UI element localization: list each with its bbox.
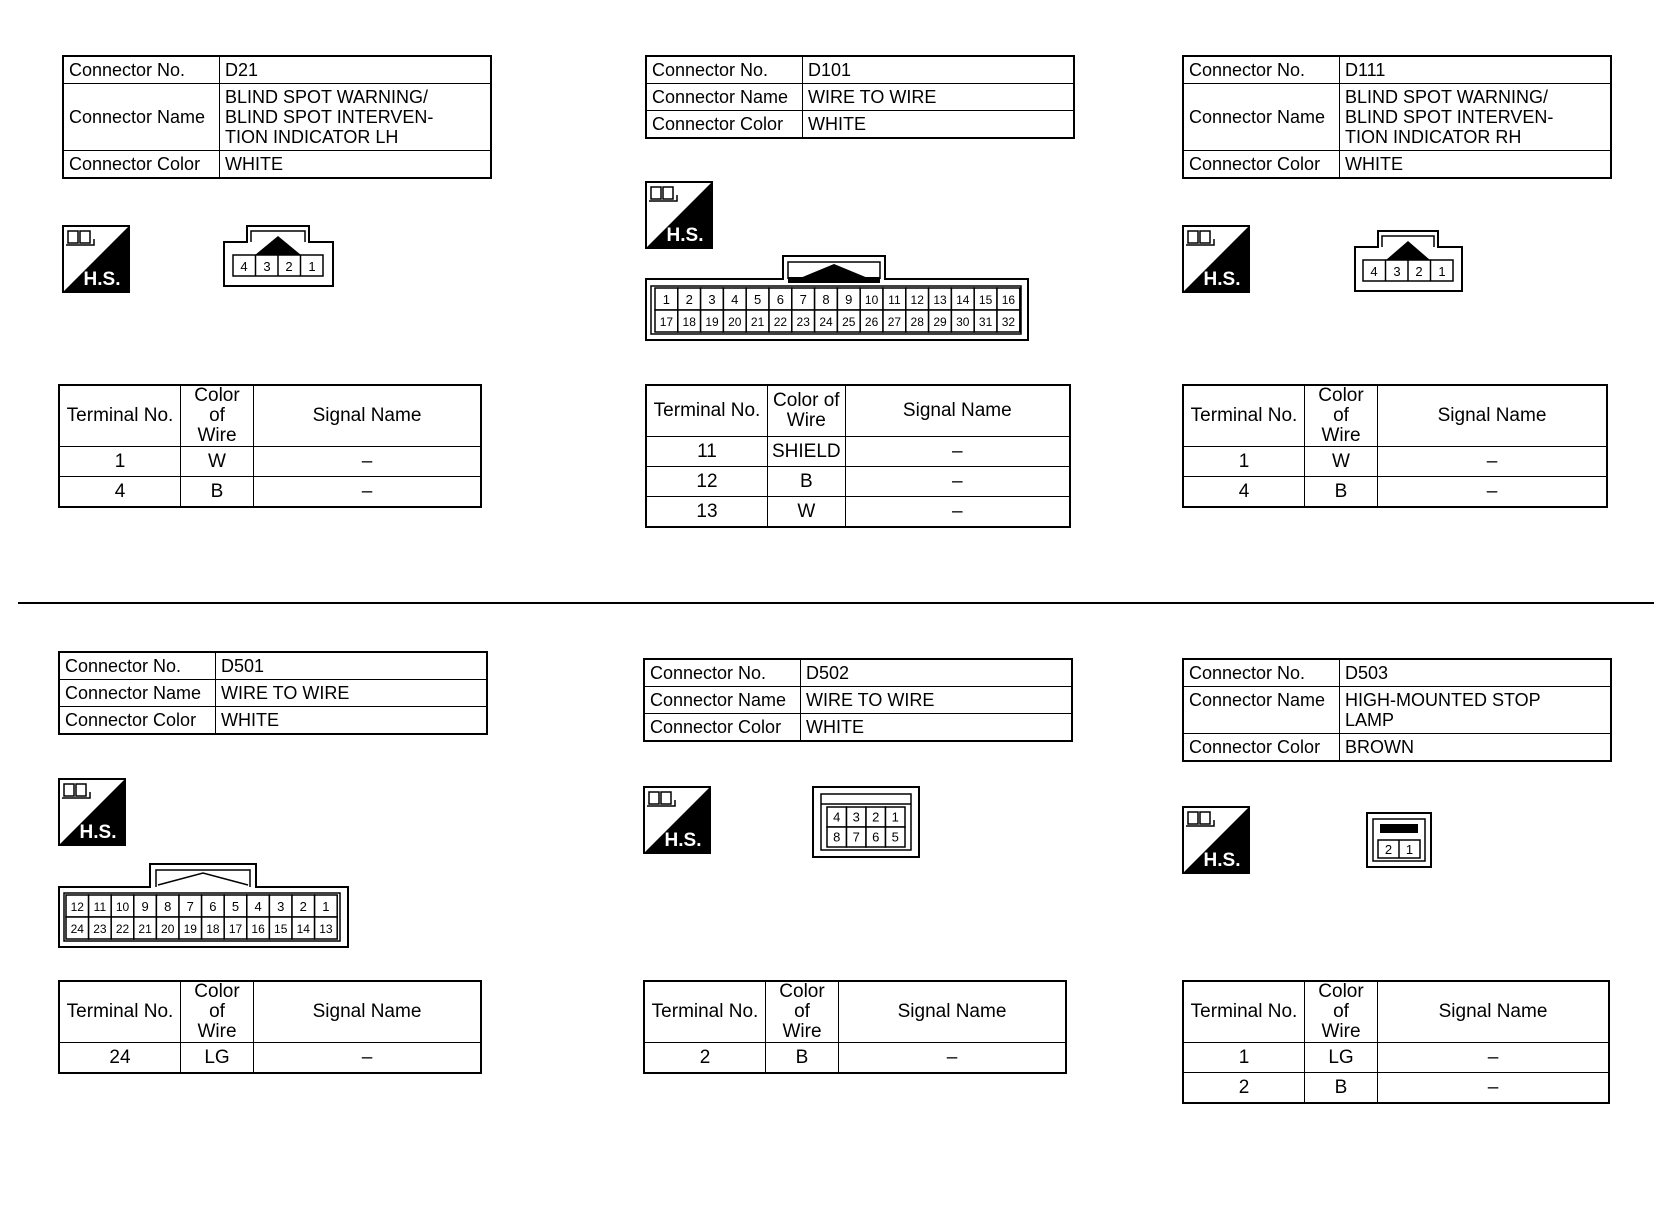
pin-label: 18 [682, 314, 696, 329]
pin-label: 23 [796, 314, 810, 329]
color-of-wire-header: Color of Wire [1305, 385, 1378, 447]
signal-name-header: Signal Name [845, 385, 1070, 437]
pin-label: 2 [1415, 264, 1423, 279]
hs-label: H.S. [79, 822, 117, 843]
terminal-panel-d502 [643, 980, 1067, 1074]
connector-color-value: WHITE [220, 151, 492, 179]
signal-name-header: Signal Name [1378, 385, 1608, 447]
pin-label: 1 [308, 259, 316, 274]
pin-label: 5 [891, 829, 899, 845]
pin-label: 8 [833, 829, 841, 845]
pin-label: 6 [776, 291, 785, 307]
pin-label: 21 [750, 314, 765, 329]
terminal-no-cell: 12 [646, 467, 768, 497]
pin-label: 1 [1405, 842, 1414, 857]
signal-name-cell: – [845, 467, 1070, 497]
pin-label: 19 [183, 921, 197, 936]
connector-name-value: WIRE TO WIRE [801, 687, 1073, 714]
connector-no-value: D111 [1340, 56, 1612, 84]
connector-name-value [1340, 687, 1612, 734]
connector-face-d501 [58, 863, 350, 949]
connector-panel-d503 [1182, 658, 1612, 762]
pin-label: 14 [296, 921, 310, 936]
wire-color-cell: SHIELD [768, 437, 846, 467]
pin-label: 9 [845, 291, 853, 307]
pin-label: 20 [728, 314, 742, 329]
terminal-no-cell: 2 [644, 1043, 766, 1074]
signal-name-cell: – [845, 497, 1070, 528]
connector-name-value [220, 84, 492, 151]
table-row [646, 497, 1070, 528]
connector-face-d101 [645, 255, 1029, 341]
pin-label: 19 [705, 314, 719, 329]
signal-name-cell: – [254, 447, 482, 477]
color-of-wire-header: Color of Wire [768, 385, 846, 437]
connector-name-line: BLIND SPOT INTERVEN- [1345, 107, 1554, 127]
terminal-table [1182, 384, 1608, 508]
pin-label: 11 [93, 899, 107, 914]
hs-label: H.S. [666, 225, 704, 246]
connector-info-table [62, 55, 492, 179]
connector-name-label: Connector Name [1183, 687, 1340, 734]
connector-name-line: TION INDICATOR LH [225, 127, 399, 147]
connector-face-d503 [1366, 812, 1432, 868]
signal-name-header: Signal Name [254, 981, 482, 1043]
pin-label: 2 [285, 259, 293, 274]
pin-label: 7 [186, 898, 194, 914]
connector-name-line: BLIND SPOT WARNING/ [1345, 87, 1549, 107]
connector-color-value: WHITE [1340, 151, 1612, 179]
pin-label: 16 [1001, 292, 1016, 307]
terminal-table [643, 980, 1067, 1074]
connector-no-label: Connector No. [63, 56, 220, 84]
terminal-no-header: Terminal No. [644, 981, 766, 1043]
wire-color-cell: B [766, 1043, 839, 1074]
pin-label: 14 [956, 292, 970, 307]
connector-info-table [643, 658, 1073, 742]
pin-label: 5 [231, 898, 240, 914]
color-of-wire-header: Color of Wire [1305, 981, 1378, 1043]
pin-label: 20 [161, 921, 175, 936]
pin-label: 2 [872, 809, 880, 825]
connector-no-value: D101 [803, 56, 1075, 84]
connector-panel-d502 [643, 658, 1073, 742]
pin-label: 5 [753, 291, 762, 307]
pin-label: 3 [277, 898, 285, 914]
pin-label: 8 [164, 898, 172, 914]
connector-name-label: Connector Name [1183, 84, 1340, 151]
connector-name-line: BLIND SPOT INTERVEN- [225, 107, 434, 127]
terminal-table [58, 980, 482, 1074]
connector-name-label: Connector Name [644, 687, 801, 714]
connector-name-value: WIRE TO WIRE [803, 84, 1075, 111]
terminal-no-cell: 1 [1183, 447, 1305, 477]
table-row [1183, 1043, 1609, 1073]
table-row [646, 437, 1070, 467]
connector-name-label: Connector Name [59, 680, 216, 707]
connector-face-d111 [1354, 230, 1464, 292]
connector-panel-d21 [62, 55, 492, 179]
pin-label: 3 [1393, 264, 1401, 279]
signal-name-cell: – [1378, 447, 1608, 477]
pin-label: 4 [240, 259, 248, 274]
connector-color-label: Connector Color [1183, 734, 1340, 762]
pin-label: 3 [852, 809, 860, 825]
pin-label: 12 [910, 292, 924, 307]
pin-label: 25 [842, 314, 856, 329]
pin-label: 13 [933, 292, 947, 307]
hs-label: H.S. [664, 830, 702, 851]
terminal-no-cell: 2 [1183, 1073, 1305, 1104]
signal-name-cell: – [254, 1043, 482, 1074]
pin-label: 2 [299, 898, 307, 914]
table-row [1183, 1073, 1609, 1104]
pin-label: 3 [708, 291, 716, 307]
terminal-no-header: Terminal No. [59, 981, 181, 1043]
connector-panel-d501 [58, 651, 488, 735]
pin-label: 6 [209, 898, 217, 914]
connector-panel-d111 [1182, 55, 1612, 179]
terminal-table [645, 384, 1071, 528]
connector-name-label: Connector Name [646, 84, 803, 111]
pin-label: 22 [773, 314, 788, 329]
pin-label: 4 [1370, 264, 1378, 279]
wire-color-cell: B [1305, 1073, 1378, 1104]
terminal-no-cell: 1 [1183, 1043, 1305, 1073]
terminal-panel-d501 [58, 980, 482, 1074]
connector-color-value: WHITE [803, 111, 1075, 139]
connector-color-label: Connector Color [646, 111, 803, 139]
signal-name-header: Signal Name [1378, 981, 1610, 1043]
connector-info-table [1182, 658, 1612, 762]
pin-label: 1 [1438, 264, 1446, 279]
connector-panel-d101 [645, 55, 1075, 139]
connector-no-value: D21 [220, 56, 492, 84]
pin-label: 1 [662, 291, 671, 307]
pin-label: 4 [833, 809, 841, 825]
pin-label: 6 [872, 829, 880, 845]
signal-name-cell: – [1378, 1043, 1610, 1073]
table-row [1183, 447, 1607, 477]
color-of-wire-header: Color of Wire [181, 385, 254, 447]
connector-info-table [58, 651, 488, 735]
connector-color-label: Connector Color [63, 151, 220, 179]
hs-icon [1182, 806, 1250, 874]
terminal-no-header: Terminal No. [646, 385, 768, 437]
wire-color-cell: W [181, 447, 254, 477]
pin-label: 7 [799, 291, 807, 307]
connector-name-value [1340, 84, 1612, 151]
connector-color-value: WHITE [216, 707, 488, 735]
table-row [59, 477, 481, 508]
wire-color-cell: B [1305, 477, 1378, 508]
pin-label: 21 [138, 921, 152, 936]
connector-color-label: Connector Color [644, 714, 801, 742]
wire-color-cell: W [768, 497, 846, 528]
pin-label: 3 [263, 259, 271, 274]
connector-name-line: HIGH-MOUNTED STOP [1345, 690, 1541, 710]
pin-label: 28 [910, 314, 924, 329]
pin-label: 31 [978, 314, 993, 329]
terminal-panel-d503 [1182, 980, 1610, 1104]
connector-no-value: D501 [216, 652, 488, 680]
pin-label: 7 [852, 829, 860, 845]
connector-no-label: Connector No. [644, 659, 801, 687]
connector-no-label: Connector No. [59, 652, 216, 680]
connector-name-line: BLIND SPOT WARNING/ [225, 87, 429, 107]
terminal-no-cell: 13 [646, 497, 768, 528]
signal-name-cell: – [1378, 1073, 1610, 1104]
pin-label: 4 [254, 898, 262, 914]
signal-name-header: Signal Name [839, 981, 1067, 1043]
signal-name-header: Signal Name [254, 385, 482, 447]
pin-label: 17 [659, 314, 674, 329]
hs-icon [58, 778, 126, 846]
table-row [1183, 477, 1607, 508]
hs-label: H.S. [83, 269, 121, 290]
connector-no-label: Connector No. [1183, 56, 1340, 84]
table-row [59, 1043, 481, 1074]
connector-name-line: LAMP [1345, 710, 1395, 730]
wire-color-cell: LG [181, 1043, 254, 1074]
pin-label: 12 [70, 899, 84, 914]
pin-label: 18 [206, 921, 220, 936]
connector-face-d21 [223, 225, 335, 287]
color-of-wire-header: Color of Wire [181, 981, 254, 1043]
connector-color-value: BROWN [1340, 734, 1612, 762]
pin-label: 27 [887, 314, 902, 329]
pin-label: 8 [822, 291, 830, 307]
terminal-no-cell: 4 [1183, 477, 1305, 508]
connector-no-value: D502 [801, 659, 1073, 687]
terminal-no-header: Terminal No. [1183, 981, 1305, 1043]
connector-color-label: Connector Color [1183, 151, 1340, 179]
terminal-no-cell: 1 [59, 447, 181, 477]
connector-no-label: Connector No. [646, 56, 803, 84]
wire-color-cell: B [181, 477, 254, 508]
pin-label: 10 [864, 292, 879, 307]
pin-label: 13 [319, 921, 333, 936]
color-of-wire-header: Color of Wire [766, 981, 839, 1043]
hs-label: H.S. [1203, 269, 1241, 290]
pin-label: 32 [1001, 314, 1016, 329]
connector-name-value: WIRE TO WIRE [216, 680, 488, 707]
pin-label: 2 [1384, 842, 1393, 857]
hs-label: H.S. [1203, 850, 1241, 871]
pin-label: 11 [888, 292, 901, 307]
pin-label: 22 [115, 921, 130, 936]
connector-info-table [1182, 55, 1612, 179]
terminal-no-header: Terminal No. [1183, 385, 1305, 447]
pin-label: 24 [819, 314, 833, 329]
terminal-no-cell: 4 [59, 477, 181, 508]
connector-no-label: Connector No. [1183, 659, 1340, 687]
connector-name-label: Connector Name [63, 84, 220, 151]
pin-label: 15 [978, 292, 993, 307]
wire-color-cell: W [1305, 447, 1378, 477]
pin-label: 9 [141, 898, 149, 914]
pin-label: 24 [70, 921, 84, 936]
pin-label: 2 [685, 291, 693, 307]
pin-label: 16 [251, 921, 265, 936]
table-row [644, 1043, 1066, 1074]
signal-name-cell: – [254, 477, 482, 508]
signal-name-cell: – [839, 1043, 1067, 1074]
terminal-panel-d21 [58, 384, 482, 508]
terminal-panel-d101 [645, 384, 1071, 528]
connector-name-line: TION INDICATOR RH [1345, 127, 1522, 147]
signal-name-cell: – [1378, 477, 1608, 508]
connector-no-value: D503 [1340, 659, 1612, 687]
pin-label: 29 [933, 314, 947, 329]
table-row [59, 447, 481, 477]
pin-label: 4 [731, 291, 739, 307]
connector-color-label: Connector Color [59, 707, 216, 735]
terminal-no-cell: 11 [646, 437, 768, 467]
pin-label: 1 [891, 809, 899, 825]
terminal-table [1182, 980, 1610, 1104]
terminal-table [58, 384, 482, 508]
hs-icon [643, 786, 711, 854]
pin-label: 26 [864, 314, 879, 329]
pin-label: 17 [228, 921, 243, 936]
pin-label: 1 [322, 898, 330, 914]
hs-icon [1182, 225, 1250, 293]
pin-label: 23 [93, 921, 107, 936]
pin-label: 10 [115, 899, 130, 914]
terminal-no-cell: 24 [59, 1043, 181, 1074]
hs-icon [62, 225, 130, 293]
terminal-panel-d111 [1182, 384, 1608, 508]
connector-info-table [645, 55, 1075, 139]
pin-label: 15 [274, 921, 288, 936]
signal-name-cell: – [845, 437, 1070, 467]
connector-color-value: WHITE [801, 714, 1073, 742]
wire-color-cell: B [768, 467, 846, 497]
table-row [646, 467, 1070, 497]
terminal-no-header: Terminal No. [59, 385, 181, 447]
section-divider [18, 602, 1654, 604]
connector-face-d502 [812, 786, 920, 858]
hs-icon [645, 181, 713, 249]
wire-color-cell: LG [1305, 1043, 1378, 1073]
pin-label: 30 [956, 314, 970, 329]
